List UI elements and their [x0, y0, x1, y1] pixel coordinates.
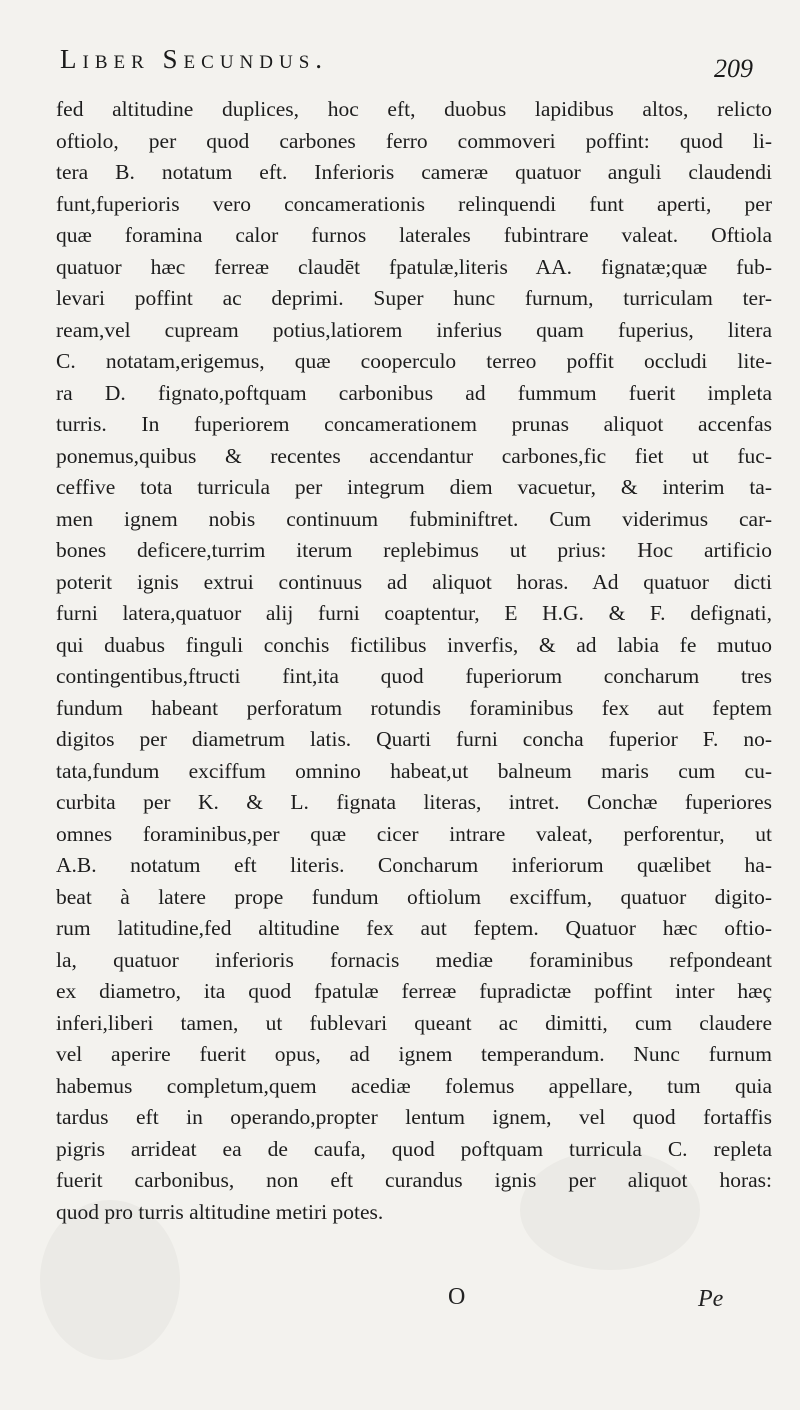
text-line: vel aperire fuerit opus, ad ignem temperandum. Nunc furnum — [56, 1042, 772, 1066]
text-line: ra D. fignato,poftquam carbonibus ad fummum fuerit impleta — [56, 380, 772, 405]
text-line: tata,fundum exciffum omnino habeat,ut balneum maris cum cu- — [56, 758, 772, 783]
signature-mark: O — [448, 1284, 466, 1310]
body-text — [56, 94, 772, 1228]
text-line: quatuor hæc ferreæ claudēt fpatulæ,literis AA. fignatæ;quæ fub- — [56, 254, 772, 279]
text-line: contingentibus,ftructi fint,ita quod fuperiorum concharum tres — [56, 664, 772, 688]
text-line: pigris arrideat ea de caufa, quod poftquam turricula C. repleta — [56, 1136, 772, 1161]
text-line: ex diametro, ita quod fpatulæ ferreæ fupradictæ poffint inter hæç — [56, 979, 772, 1003]
text-line: men ignem nobis continuum fubminiftret. Cum viderimus car- — [56, 506, 772, 531]
text-line: tera B. notatum eft. Inferioris cameræ quatuor anguli claudendi — [56, 160, 772, 184]
text-line: ponemus,quibus & recentes accendantur carbones,fic fiet ut fuc- — [56, 443, 772, 468]
running-title: Liber Secundus. — [60, 44, 329, 74]
text-line: tardus eft in operando,propter lentum ignem, vel quod fortaffis — [56, 1105, 772, 1129]
text-line: rum latitudine,fed altitudine fex aut feptem. Quatuor hæc oftio- — [56, 916, 772, 940]
text-line: furni latera,quatuor alij furni coaptentur, E H.G. & F. defignati, — [56, 601, 772, 625]
text-line: omnes foraminibus,per quæ cicer intrare valeat, perforentur, ut — [56, 821, 772, 846]
text-line: curbita per K. & L. fignata literas, intret. Conchæ fuperiores — [56, 790, 772, 814]
text-line: funt,fuperioris vero concamerationis relinquendi funt aperti, per — [56, 191, 772, 216]
text-line: C. notatam,erigemus, quæ cooperculo terreo poffit occludi lite- — [56, 349, 772, 373]
text-line: fuerit carbonibus, non eft curandus ignis per aliquot horas: — [56, 1168, 772, 1192]
text-line: la, quatuor inferioris fornacis mediæ foraminibus refpondeant — [56, 947, 772, 972]
text-line: fundum habeant perforatum rotundis foraminibus fex aut feptem — [56, 695, 772, 720]
text-line: inferi,liberi tamen, ut fublevari queant ac dimitti, cum claudere — [56, 1010, 772, 1035]
text-line: oftiolo, per quod carbones ferro commoveri poffint: quod li- — [56, 128, 772, 153]
page-number: 209 — [714, 54, 753, 83]
text-line: digitos per diametrum latis. Quarti furni concha fuperior F. no- — [56, 727, 772, 751]
text-line: quod pro turris altitudine metiri potes. — [56, 1199, 384, 1224]
text-line: poterit ignis extrui continuus ad aliquot horas. Ad quatuor dicti — [56, 569, 772, 594]
text-line: fed altitudine duplices, hoc eft, duobus lapidibus altos, relicto — [56, 97, 772, 121]
text-line: ceffive tota turricula per integrum diem vacuetur, & interim ta- — [56, 475, 772, 499]
text-line: A.B. notatum eft literis. Concharum inferiorum quælibet ha- — [56, 853, 772, 877]
catchword: Pe — [698, 1286, 724, 1312]
text-line: qui duabus finguli conchis fictilibus inverfis, & ad labia fe mutuo — [56, 632, 772, 657]
text-line: bones deficere,turrim iterum replebimus ut prius: Hoc artificio — [56, 538, 772, 562]
text-line: quæ foramina calor furnos laterales fubintrare valeat. Oftiola — [56, 223, 772, 247]
text-line: ream,vel cupream potius,latiorem inferius quam fuperius, litera — [56, 317, 772, 342]
text-line: beat à latere prope fundum oftiolum exciffum, quatuor digito- — [56, 884, 772, 909]
text-line: turris. In fuperiorem concamerationem prunas aliquot accenfas — [56, 412, 772, 436]
text-line: levari poffint ac deprimi. Super hunc furnum, turriculam ter- — [56, 286, 772, 310]
text-line: habemus completum,quem acediæ folemus appellare, tum quia — [56, 1073, 772, 1098]
